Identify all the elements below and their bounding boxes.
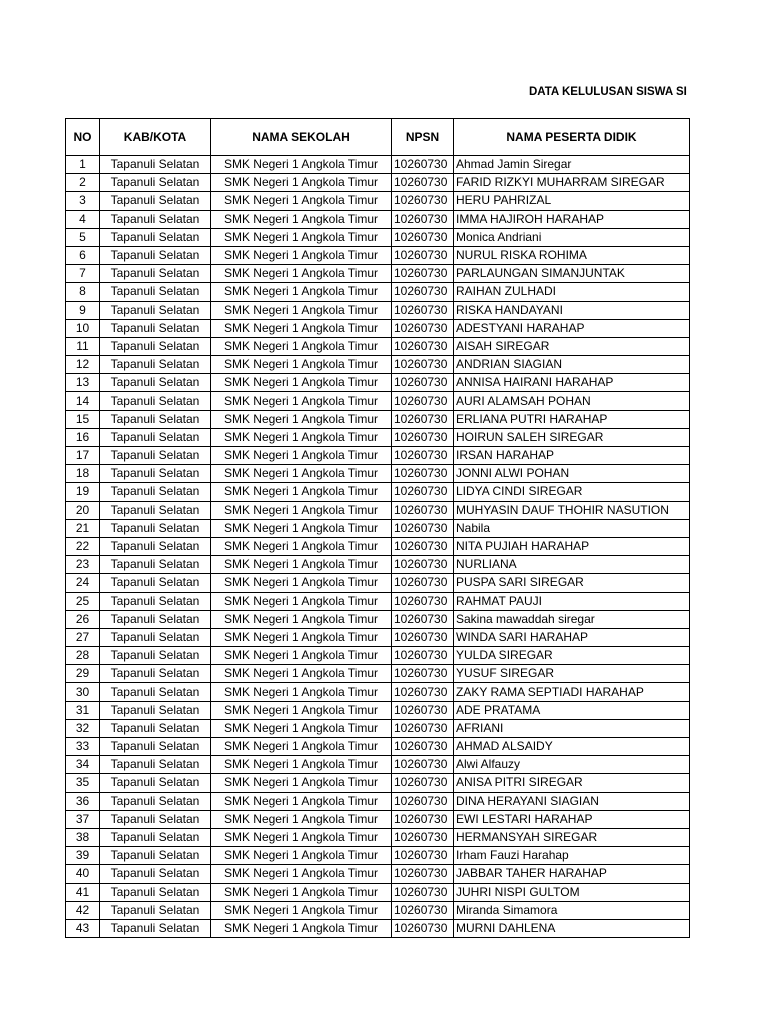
cell-npsn: 10260730 <box>392 774 454 792</box>
cell-npsn: 10260730 <box>392 428 454 446</box>
cell-kab-kota: Tapanuli Selatan <box>100 592 211 610</box>
cell-npsn: 10260730 <box>392 483 454 501</box>
cell-nama-sekolah: SMK Negeri 1 Angkola Timur <box>211 719 392 737</box>
cell-nama-peserta-didik: MUHYASIN DAUF THOHIR NASUTION <box>454 501 690 519</box>
cell-nama-peserta-didik: WINDA SARI HARAHAP <box>454 628 690 646</box>
cell-nama-sekolah: SMK Negeri 1 Angkola Timur <box>211 501 392 519</box>
cell-kab-kota: Tapanuli Selatan <box>100 683 211 701</box>
cell-npsn: 10260730 <box>392 283 454 301</box>
cell-kab-kota: Tapanuli Selatan <box>100 647 211 665</box>
cell-nama-peserta-didik: ZAKY RAMA SEPTIADI HARAHAP <box>454 683 690 701</box>
cell-kab-kota: Tapanuli Selatan <box>100 337 211 355</box>
cell-nama-sekolah: SMK Negeri 1 Angkola Timur <box>211 156 392 174</box>
cell-no: 12 <box>66 356 100 374</box>
table-row <box>66 792 690 810</box>
cell-nama-sekolah: SMK Negeri 1 Angkola Timur <box>211 847 392 865</box>
cell-nama-sekolah: SMK Negeri 1 Angkola Timur <box>211 792 392 810</box>
cell-npsn: 10260730 <box>392 246 454 264</box>
cell-kab-kota: Tapanuli Selatan <box>100 756 211 774</box>
header-npsn: NPSN <box>392 119 454 156</box>
cell-npsn: 10260730 <box>392 628 454 646</box>
cell-nama-peserta-didik: Irham Fauzi Harahap <box>454 847 690 865</box>
cell-kab-kota: Tapanuli Selatan <box>100 628 211 646</box>
table-row <box>66 592 690 610</box>
cell-npsn: 10260730 <box>392 392 454 410</box>
cell-kab-kota: Tapanuli Selatan <box>100 828 211 846</box>
cell-no: 43 <box>66 919 100 937</box>
cell-nama-peserta-didik: Ahmad Jamin Siregar <box>454 156 690 174</box>
cell-nama-peserta-didik: Miranda Simamora <box>454 901 690 919</box>
cell-no: 28 <box>66 647 100 665</box>
cell-nama-peserta-didik: Sakina mawaddah siregar <box>454 610 690 628</box>
cell-no: 20 <box>66 501 100 519</box>
cell-npsn: 10260730 <box>392 447 454 465</box>
cell-no: 22 <box>66 537 100 555</box>
table-row <box>66 192 690 210</box>
table-row <box>66 465 690 483</box>
cell-nama-peserta-didik: IRSAN HARAHAP <box>454 447 690 465</box>
cell-kab-kota: Tapanuli Selatan <box>100 410 211 428</box>
cell-no: 24 <box>66 574 100 592</box>
header-nama-peserta-didik: NAMA PESERTA DIDIK <box>454 119 690 156</box>
cell-no: 30 <box>66 683 100 701</box>
table-row <box>66 865 690 883</box>
table-row <box>66 283 690 301</box>
table-row <box>66 574 690 592</box>
cell-nama-peserta-didik: MURNI DAHLENA <box>454 919 690 937</box>
cell-npsn: 10260730 <box>392 537 454 555</box>
cell-kab-kota: Tapanuli Selatan <box>100 447 211 465</box>
table-row <box>66 683 690 701</box>
cell-nama-sekolah: SMK Negeri 1 Angkola Timur <box>211 392 392 410</box>
cell-no: 36 <box>66 792 100 810</box>
cell-nama-sekolah: SMK Negeri 1 Angkola Timur <box>211 265 392 283</box>
table-row <box>66 556 690 574</box>
cell-nama-sekolah: SMK Negeri 1 Angkola Timur <box>211 447 392 465</box>
cell-npsn: 10260730 <box>392 647 454 665</box>
header-no: NO <box>66 119 100 156</box>
cell-npsn: 10260730 <box>392 374 454 392</box>
cell-kab-kota: Tapanuli Selatan <box>100 810 211 828</box>
cell-nama-sekolah: SMK Negeri 1 Angkola Timur <box>211 556 392 574</box>
cell-kab-kota: Tapanuli Selatan <box>100 719 211 737</box>
cell-nama-sekolah: SMK Negeri 1 Angkola Timur <box>211 410 392 428</box>
cell-npsn: 10260730 <box>392 683 454 701</box>
cell-nama-sekolah: SMK Negeri 1 Angkola Timur <box>211 337 392 355</box>
table-row <box>66 901 690 919</box>
cell-nama-sekolah: SMK Negeri 1 Angkola Timur <box>211 901 392 919</box>
cell-kab-kota: Tapanuli Selatan <box>100 374 211 392</box>
table-row <box>66 647 690 665</box>
cell-nama-sekolah: SMK Negeri 1 Angkola Timur <box>211 228 392 246</box>
table-row <box>66 810 690 828</box>
table-row <box>66 883 690 901</box>
table-row <box>66 665 690 683</box>
cell-npsn: 10260730 <box>392 901 454 919</box>
cell-no: 41 <box>66 883 100 901</box>
table-row <box>66 356 690 374</box>
cell-nama-sekolah: SMK Negeri 1 Angkola Timur <box>211 519 392 537</box>
graduation-table <box>65 118 690 938</box>
table-row <box>66 337 690 355</box>
cell-nama-peserta-didik: YULDA SIREGAR <box>454 647 690 665</box>
cell-nama-peserta-didik: AURI ALAMSAH POHAN <box>454 392 690 410</box>
cell-npsn: 10260730 <box>392 156 454 174</box>
cell-nama-sekolah: SMK Negeri 1 Angkola Timur <box>211 665 392 683</box>
cell-nama-peserta-didik: ANNISA HAIRANI HARAHAP <box>454 374 690 392</box>
cell-no: 9 <box>66 301 100 319</box>
cell-nama-sekolah: SMK Negeri 1 Angkola Timur <box>211 537 392 555</box>
cell-nama-sekolah: SMK Negeri 1 Angkola Timur <box>211 301 392 319</box>
cell-kab-kota: Tapanuli Selatan <box>100 501 211 519</box>
cell-no: 37 <box>66 810 100 828</box>
cell-npsn: 10260730 <box>392 556 454 574</box>
cell-nama-sekolah: SMK Negeri 1 Angkola Timur <box>211 246 392 264</box>
cell-kab-kota: Tapanuli Selatan <box>100 774 211 792</box>
cell-nama-peserta-didik: RAIHAN ZULHADI <box>454 283 690 301</box>
cell-kab-kota: Tapanuli Selatan <box>100 428 211 446</box>
cell-nama-sekolah: SMK Negeri 1 Angkola Timur <box>211 610 392 628</box>
cell-nama-peserta-didik: ANDRIAN SIAGIAN <box>454 356 690 374</box>
cell-kab-kota: Tapanuli Selatan <box>100 265 211 283</box>
table-row <box>66 919 690 937</box>
cell-nama-sekolah: SMK Negeri 1 Angkola Timur <box>211 374 392 392</box>
cell-kab-kota: Tapanuli Selatan <box>100 901 211 919</box>
cell-npsn: 10260730 <box>392 828 454 846</box>
table-row <box>66 156 690 174</box>
cell-nama-sekolah: SMK Negeri 1 Angkola Timur <box>211 210 392 228</box>
cell-kab-kota: Tapanuli Selatan <box>100 465 211 483</box>
cell-kab-kota: Tapanuli Selatan <box>100 483 211 501</box>
cell-no: 42 <box>66 901 100 919</box>
cell-no: 4 <box>66 210 100 228</box>
cell-no: 34 <box>66 756 100 774</box>
cell-nama-sekolah: SMK Negeri 1 Angkola Timur <box>211 319 392 337</box>
table-row <box>66 374 690 392</box>
table-row <box>66 774 690 792</box>
cell-nama-peserta-didik: JUHRI NISPI GULTOM <box>454 883 690 901</box>
cell-no: 6 <box>66 246 100 264</box>
cell-npsn: 10260730 <box>392 919 454 937</box>
cell-nama-sekolah: SMK Negeri 1 Angkola Timur <box>211 483 392 501</box>
cell-kab-kota: Tapanuli Selatan <box>100 356 211 374</box>
header-kab-kota: KAB/KOTA <box>100 119 211 156</box>
table-row <box>66 738 690 756</box>
cell-kab-kota: Tapanuli Selatan <box>100 156 211 174</box>
cell-nama-peserta-didik: ADESTYANI HARAHAP <box>454 319 690 337</box>
cell-no: 31 <box>66 701 100 719</box>
cell-nama-sekolah: SMK Negeri 1 Angkola Timur <box>211 828 392 846</box>
table-row <box>66 410 690 428</box>
table-row <box>66 519 690 537</box>
cell-kab-kota: Tapanuli Selatan <box>100 301 211 319</box>
table-row <box>66 301 690 319</box>
cell-nama-sekolah: SMK Negeri 1 Angkola Timur <box>211 192 392 210</box>
cell-npsn: 10260730 <box>392 701 454 719</box>
table-row <box>66 392 690 410</box>
table-row <box>66 174 690 192</box>
table-body <box>66 156 690 938</box>
cell-no: 13 <box>66 374 100 392</box>
cell-kab-kota: Tapanuli Selatan <box>100 319 211 337</box>
cell-no: 35 <box>66 774 100 792</box>
cell-nama-peserta-didik: RISKA HANDAYANI <box>454 301 690 319</box>
table-row <box>66 428 690 446</box>
cell-npsn: 10260730 <box>392 665 454 683</box>
cell-no: 23 <box>66 556 100 574</box>
cell-no: 11 <box>66 337 100 355</box>
cell-nama-peserta-didik: PARLAUNGAN SIMANJUNTAK <box>454 265 690 283</box>
cell-npsn: 10260730 <box>392 865 454 883</box>
table-row <box>66 483 690 501</box>
cell-kab-kota: Tapanuli Selatan <box>100 210 211 228</box>
table-row <box>66 756 690 774</box>
cell-nama-peserta-didik: FARID RIZKYI MUHARRAM SIREGAR <box>454 174 690 192</box>
cell-nama-peserta-didik: Alwi Alfauzy <box>454 756 690 774</box>
table-row <box>66 447 690 465</box>
cell-nama-sekolah: SMK Negeri 1 Angkola Timur <box>211 283 392 301</box>
cell-npsn: 10260730 <box>392 319 454 337</box>
cell-no: 15 <box>66 410 100 428</box>
table-row <box>66 210 690 228</box>
cell-no: 26 <box>66 610 100 628</box>
cell-nama-sekolah: SMK Negeri 1 Angkola Timur <box>211 774 392 792</box>
cell-npsn: 10260730 <box>392 265 454 283</box>
table-row <box>66 246 690 264</box>
cell-kab-kota: Tapanuli Selatan <box>100 738 211 756</box>
cell-nama-peserta-didik: HOIRUN SALEH SIREGAR <box>454 428 690 446</box>
cell-no: 40 <box>66 865 100 883</box>
cell-npsn: 10260730 <box>392 610 454 628</box>
cell-kab-kota: Tapanuli Selatan <box>100 519 211 537</box>
cell-no: 17 <box>66 447 100 465</box>
table-row <box>66 828 690 846</box>
cell-kab-kota: Tapanuli Selatan <box>100 392 211 410</box>
table-row <box>66 319 690 337</box>
cell-npsn: 10260730 <box>392 756 454 774</box>
header-nama-sekolah: NAMA SEKOLAH <box>211 119 392 156</box>
cell-nama-sekolah: SMK Negeri 1 Angkola Timur <box>211 465 392 483</box>
cell-nama-peserta-didik: IMMA HAJIROH HARAHAP <box>454 210 690 228</box>
cell-nama-peserta-didik: EWI LESTARI HARAHAP <box>454 810 690 828</box>
cell-npsn: 10260730 <box>392 337 454 355</box>
table-row <box>66 610 690 628</box>
cell-no: 21 <box>66 519 100 537</box>
document-title: DATA KELULUSAN SISWA SI <box>529 86 687 98</box>
cell-nama-sekolah: SMK Negeri 1 Angkola Timur <box>211 592 392 610</box>
cell-kab-kota: Tapanuli Selatan <box>100 574 211 592</box>
cell-no: 39 <box>66 847 100 865</box>
table-header <box>66 119 690 156</box>
cell-nama-peserta-didik: LIDYA CINDI SIREGAR <box>454 483 690 501</box>
cell-no: 38 <box>66 828 100 846</box>
cell-nama-peserta-didik: Monica Andriani <box>454 228 690 246</box>
cell-npsn: 10260730 <box>392 847 454 865</box>
cell-nama-peserta-didik: JABBAR TAHER HARAHAP <box>454 865 690 883</box>
cell-no: 16 <box>66 428 100 446</box>
cell-npsn: 10260730 <box>392 519 454 537</box>
cell-nama-peserta-didik: JONNI ALWI POHAN <box>454 465 690 483</box>
cell-nama-peserta-didik: ANISA PITRI SIREGAR <box>454 774 690 792</box>
cell-kab-kota: Tapanuli Selatan <box>100 792 211 810</box>
cell-no: 3 <box>66 192 100 210</box>
cell-kab-kota: Tapanuli Selatan <box>100 174 211 192</box>
cell-nama-peserta-didik: YUSUF SIREGAR <box>454 665 690 683</box>
table-row <box>66 847 690 865</box>
cell-nama-sekolah: SMK Negeri 1 Angkola Timur <box>211 865 392 883</box>
table-row <box>66 719 690 737</box>
cell-nama-peserta-didik: AISAH SIREGAR <box>454 337 690 355</box>
cell-no: 2 <box>66 174 100 192</box>
cell-nama-sekolah: SMK Negeri 1 Angkola Timur <box>211 647 392 665</box>
cell-kab-kota: Tapanuli Selatan <box>100 283 211 301</box>
cell-kab-kota: Tapanuli Selatan <box>100 919 211 937</box>
cell-npsn: 10260730 <box>392 883 454 901</box>
table-row <box>66 501 690 519</box>
cell-kab-kota: Tapanuli Selatan <box>100 246 211 264</box>
cell-no: 18 <box>66 465 100 483</box>
cell-nama-peserta-didik: ADE PRATAMA <box>454 701 690 719</box>
cell-no: 1 <box>66 156 100 174</box>
cell-nama-peserta-didik: DINA HERAYANI SIAGIAN <box>454 792 690 810</box>
cell-npsn: 10260730 <box>392 501 454 519</box>
cell-nama-sekolah: SMK Negeri 1 Angkola Timur <box>211 756 392 774</box>
cell-no: 14 <box>66 392 100 410</box>
cell-nama-peserta-didik: AHMAD ALSAIDY <box>454 738 690 756</box>
cell-npsn: 10260730 <box>392 210 454 228</box>
cell-nama-peserta-didik: PUSPA SARI SIREGAR <box>454 574 690 592</box>
cell-npsn: 10260730 <box>392 356 454 374</box>
cell-nama-sekolah: SMK Negeri 1 Angkola Timur <box>211 701 392 719</box>
cell-no: 10 <box>66 319 100 337</box>
cell-kab-kota: Tapanuli Selatan <box>100 610 211 628</box>
cell-nama-peserta-didik: ERLIANA PUTRI HARAHAP <box>454 410 690 428</box>
cell-npsn: 10260730 <box>392 738 454 756</box>
table-row <box>66 628 690 646</box>
cell-kab-kota: Tapanuli Selatan <box>100 865 211 883</box>
cell-npsn: 10260730 <box>392 301 454 319</box>
cell-npsn: 10260730 <box>392 792 454 810</box>
cell-nama-sekolah: SMK Negeri 1 Angkola Timur <box>211 683 392 701</box>
cell-nama-sekolah: SMK Negeri 1 Angkola Timur <box>211 883 392 901</box>
cell-nama-sekolah: SMK Negeri 1 Angkola Timur <box>211 738 392 756</box>
cell-no: 27 <box>66 628 100 646</box>
cell-no: 33 <box>66 738 100 756</box>
cell-kab-kota: Tapanuli Selatan <box>100 701 211 719</box>
cell-no: 25 <box>66 592 100 610</box>
cell-npsn: 10260730 <box>392 228 454 246</box>
cell-npsn: 10260730 <box>392 592 454 610</box>
cell-no: 8 <box>66 283 100 301</box>
cell-kab-kota: Tapanuli Selatan <box>100 665 211 683</box>
cell-kab-kota: Tapanuli Selatan <box>100 556 211 574</box>
header-row <box>66 119 690 156</box>
cell-nama-peserta-didik: HERU PAHRIZAL <box>454 192 690 210</box>
cell-no: 19 <box>66 483 100 501</box>
cell-nama-sekolah: SMK Negeri 1 Angkola Timur <box>211 428 392 446</box>
cell-nama-peserta-didik: Nabila <box>454 519 690 537</box>
cell-kab-kota: Tapanuli Selatan <box>100 228 211 246</box>
table-row <box>66 537 690 555</box>
cell-nama-peserta-didik: NITA PUJIAH HARAHAP <box>454 537 690 555</box>
cell-nama-peserta-didik: AFRIANI <box>454 719 690 737</box>
cell-nama-sekolah: SMK Negeri 1 Angkola Timur <box>211 574 392 592</box>
cell-kab-kota: Tapanuli Selatan <box>100 537 211 555</box>
cell-no: 5 <box>66 228 100 246</box>
cell-no: 7 <box>66 265 100 283</box>
cell-no: 29 <box>66 665 100 683</box>
cell-npsn: 10260730 <box>392 192 454 210</box>
cell-kab-kota: Tapanuli Selatan <box>100 192 211 210</box>
cell-nama-sekolah: SMK Negeri 1 Angkola Timur <box>211 356 392 374</box>
cell-no: 32 <box>66 719 100 737</box>
cell-nama-peserta-didik: NURLIANA <box>454 556 690 574</box>
cell-npsn: 10260730 <box>392 810 454 828</box>
cell-kab-kota: Tapanuli Selatan <box>100 883 211 901</box>
cell-npsn: 10260730 <box>392 174 454 192</box>
cell-nama-peserta-didik: NURUL RISKA ROHIMA <box>454 246 690 264</box>
cell-nama-sekolah: SMK Negeri 1 Angkola Timur <box>211 810 392 828</box>
table-row <box>66 701 690 719</box>
cell-nama-peserta-didik: HERMANSYAH SIREGAR <box>454 828 690 846</box>
table-row <box>66 228 690 246</box>
cell-npsn: 10260730 <box>392 574 454 592</box>
cell-nama-sekolah: SMK Negeri 1 Angkola Timur <box>211 628 392 646</box>
cell-npsn: 10260730 <box>392 410 454 428</box>
cell-kab-kota: Tapanuli Selatan <box>100 847 211 865</box>
cell-nama-peserta-didik: RAHMAT PAUJI <box>454 592 690 610</box>
table-row <box>66 265 690 283</box>
cell-nama-sekolah: SMK Negeri 1 Angkola Timur <box>211 919 392 937</box>
cell-nama-sekolah: SMK Negeri 1 Angkola Timur <box>211 174 392 192</box>
cell-npsn: 10260730 <box>392 465 454 483</box>
cell-npsn: 10260730 <box>392 719 454 737</box>
